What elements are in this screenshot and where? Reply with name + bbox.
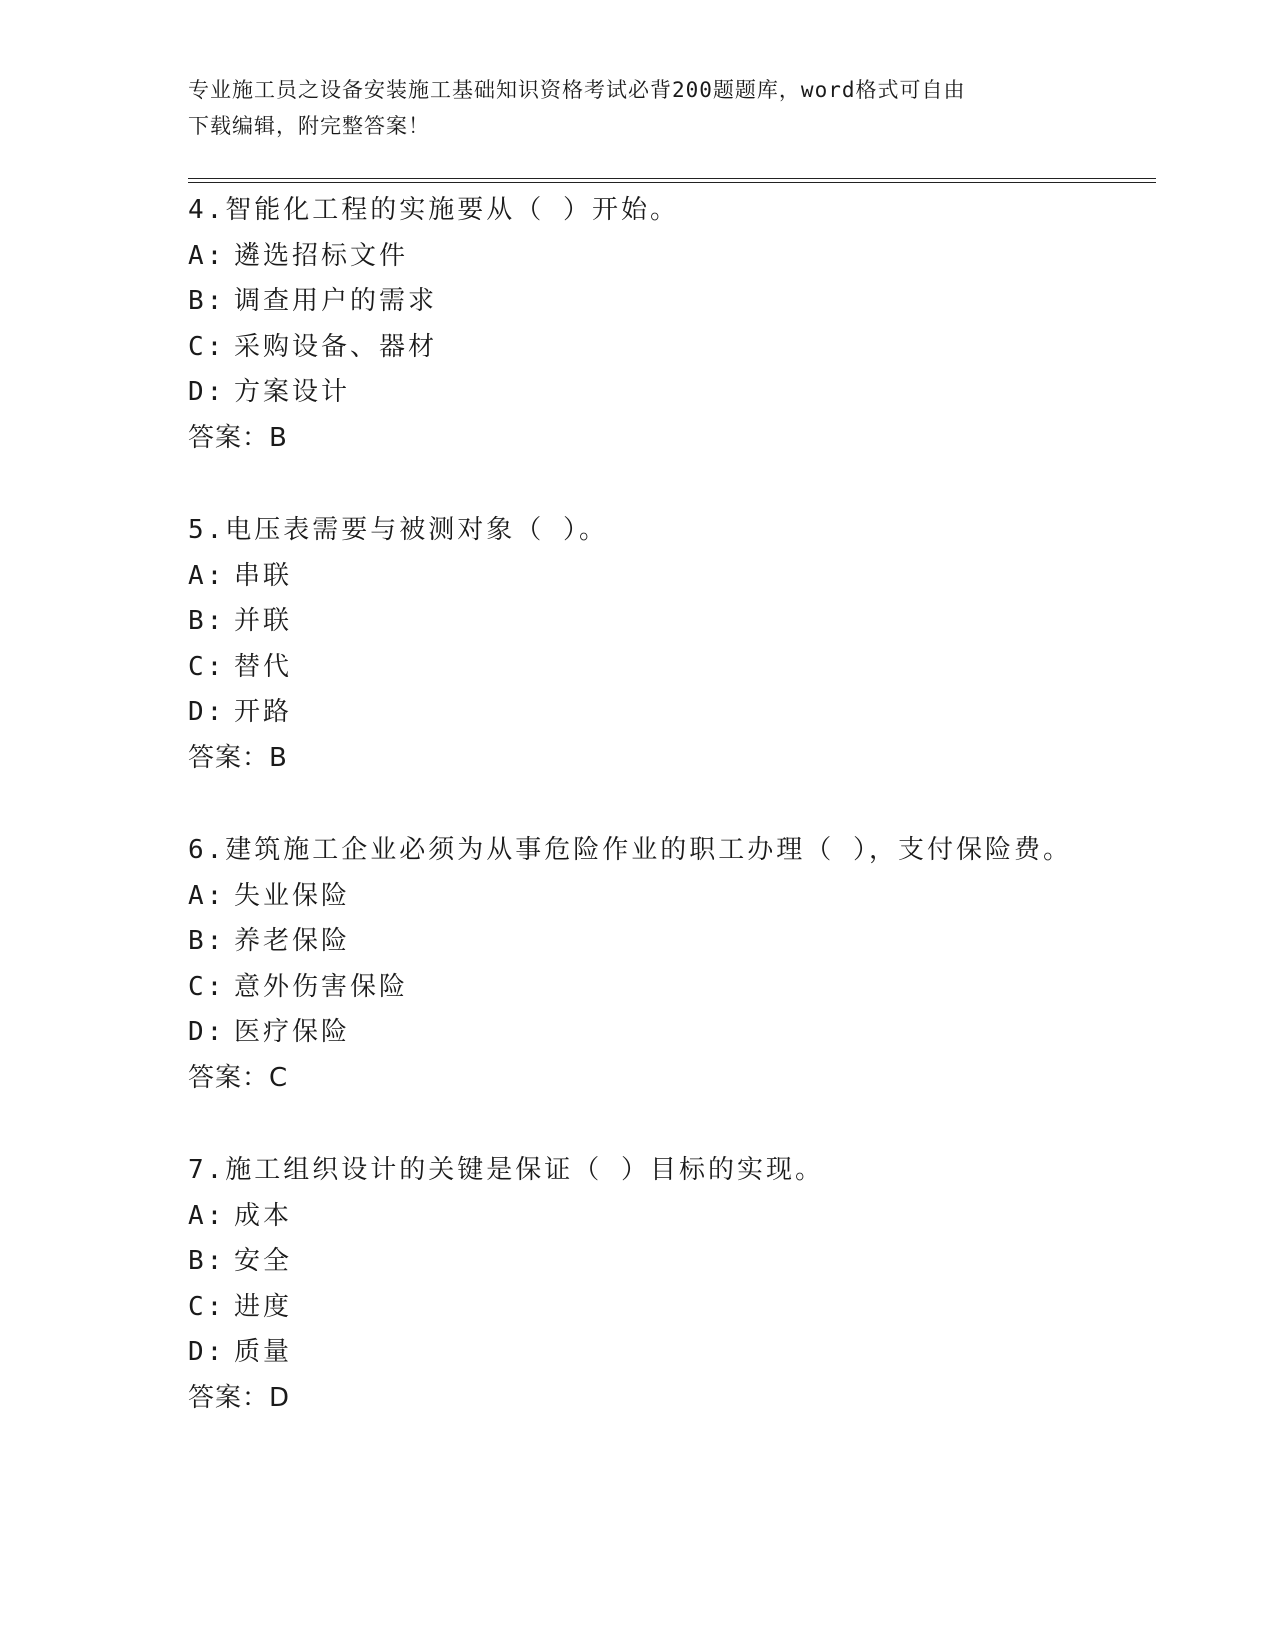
- option-a: [188, 874, 1188, 920]
- option-text: 成本: [234, 1200, 293, 1231]
- option-letter: D:: [188, 1017, 226, 1047]
- header-divider-top: [188, 178, 1156, 179]
- option-letter: B:: [188, 1246, 226, 1276]
- option-text: 方案设计: [234, 377, 351, 407]
- option-text: 开路: [234, 697, 293, 727]
- option-letter: B:: [188, 926, 226, 956]
- option-b: [188, 1239, 1188, 1285]
- option-b: [188, 279, 1188, 325]
- option-letter: A:: [188, 880, 226, 911]
- question-stem: 4.智能化工程的实施要从（ ）开始。: [188, 195, 679, 225]
- question-5: [188, 508, 1188, 828]
- option-text: 替代: [234, 651, 293, 682]
- option-text: 安全: [234, 1246, 293, 1276]
- option-letter: A:: [188, 1200, 226, 1231]
- answer-line: 答案：B: [188, 422, 288, 453]
- answer-line: 答案：D: [188, 1382, 291, 1413]
- option-text: 遴选招标文件: [234, 240, 409, 271]
- option-text: 进度: [234, 1291, 293, 1322]
- option-d: [188, 1010, 1188, 1056]
- option-text: 采购设备、器材: [234, 331, 438, 362]
- option-c: [188, 325, 1188, 371]
- option-letter: D:: [188, 1337, 226, 1367]
- option-letter: A:: [188, 560, 226, 591]
- question-4: [188, 188, 1188, 508]
- question-list: [188, 188, 1188, 1468]
- document-header: [188, 72, 1068, 144]
- option-text: 调查用户的需求: [234, 286, 438, 316]
- option-letter: D:: [188, 697, 226, 727]
- option-text: 医疗保险: [234, 1017, 351, 1047]
- option-letter: D:: [188, 377, 226, 407]
- header-divider-bottom: [188, 182, 1156, 183]
- option-d: [188, 1330, 1188, 1376]
- question-6: [188, 828, 1188, 1148]
- answer-line: 答案：C: [188, 1062, 289, 1093]
- option-b: [188, 599, 1188, 645]
- option-text: 养老保险: [234, 926, 351, 956]
- option-letter: B:: [188, 606, 226, 636]
- option-c: [188, 645, 1188, 691]
- option-letter: B:: [188, 286, 226, 316]
- option-letter: C:: [188, 971, 226, 1002]
- option-letter: C:: [188, 1291, 226, 1322]
- option-letter: A:: [188, 240, 226, 271]
- header-line-2: 下载编辑，附完整答案！: [188, 114, 430, 138]
- option-d: [188, 370, 1188, 416]
- option-c: [188, 1285, 1188, 1331]
- option-text: 串联: [234, 560, 293, 591]
- option-a: [188, 234, 1188, 280]
- question-stem: 6.建筑施工企业必须为从事危险作业的职工办理（ ），支付保险费。: [188, 835, 1072, 865]
- question-stem: 5.电压表需要与被测对象（ ）。: [188, 515, 608, 545]
- answer-line: 答案：B: [188, 742, 288, 773]
- option-c: [188, 965, 1188, 1011]
- option-text: 失业保险: [234, 880, 351, 911]
- option-text: 质量: [234, 1337, 293, 1367]
- option-text: 并联: [234, 606, 293, 636]
- option-d: [188, 690, 1188, 736]
- header-line-1: 专业施工员之设备安装施工基础知识资格考试必背200题题库，word格式可自由: [188, 78, 966, 102]
- option-a: [188, 1194, 1188, 1240]
- question-7: [188, 1148, 1188, 1468]
- question-stem: 7.施工组织设计的关键是保证（ ）目标的实现。: [188, 1155, 824, 1185]
- option-b: [188, 919, 1188, 965]
- option-letter: C:: [188, 331, 226, 362]
- option-a: [188, 554, 1188, 600]
- option-letter: C:: [188, 651, 226, 682]
- option-text: 意外伤害保险: [234, 971, 409, 1002]
